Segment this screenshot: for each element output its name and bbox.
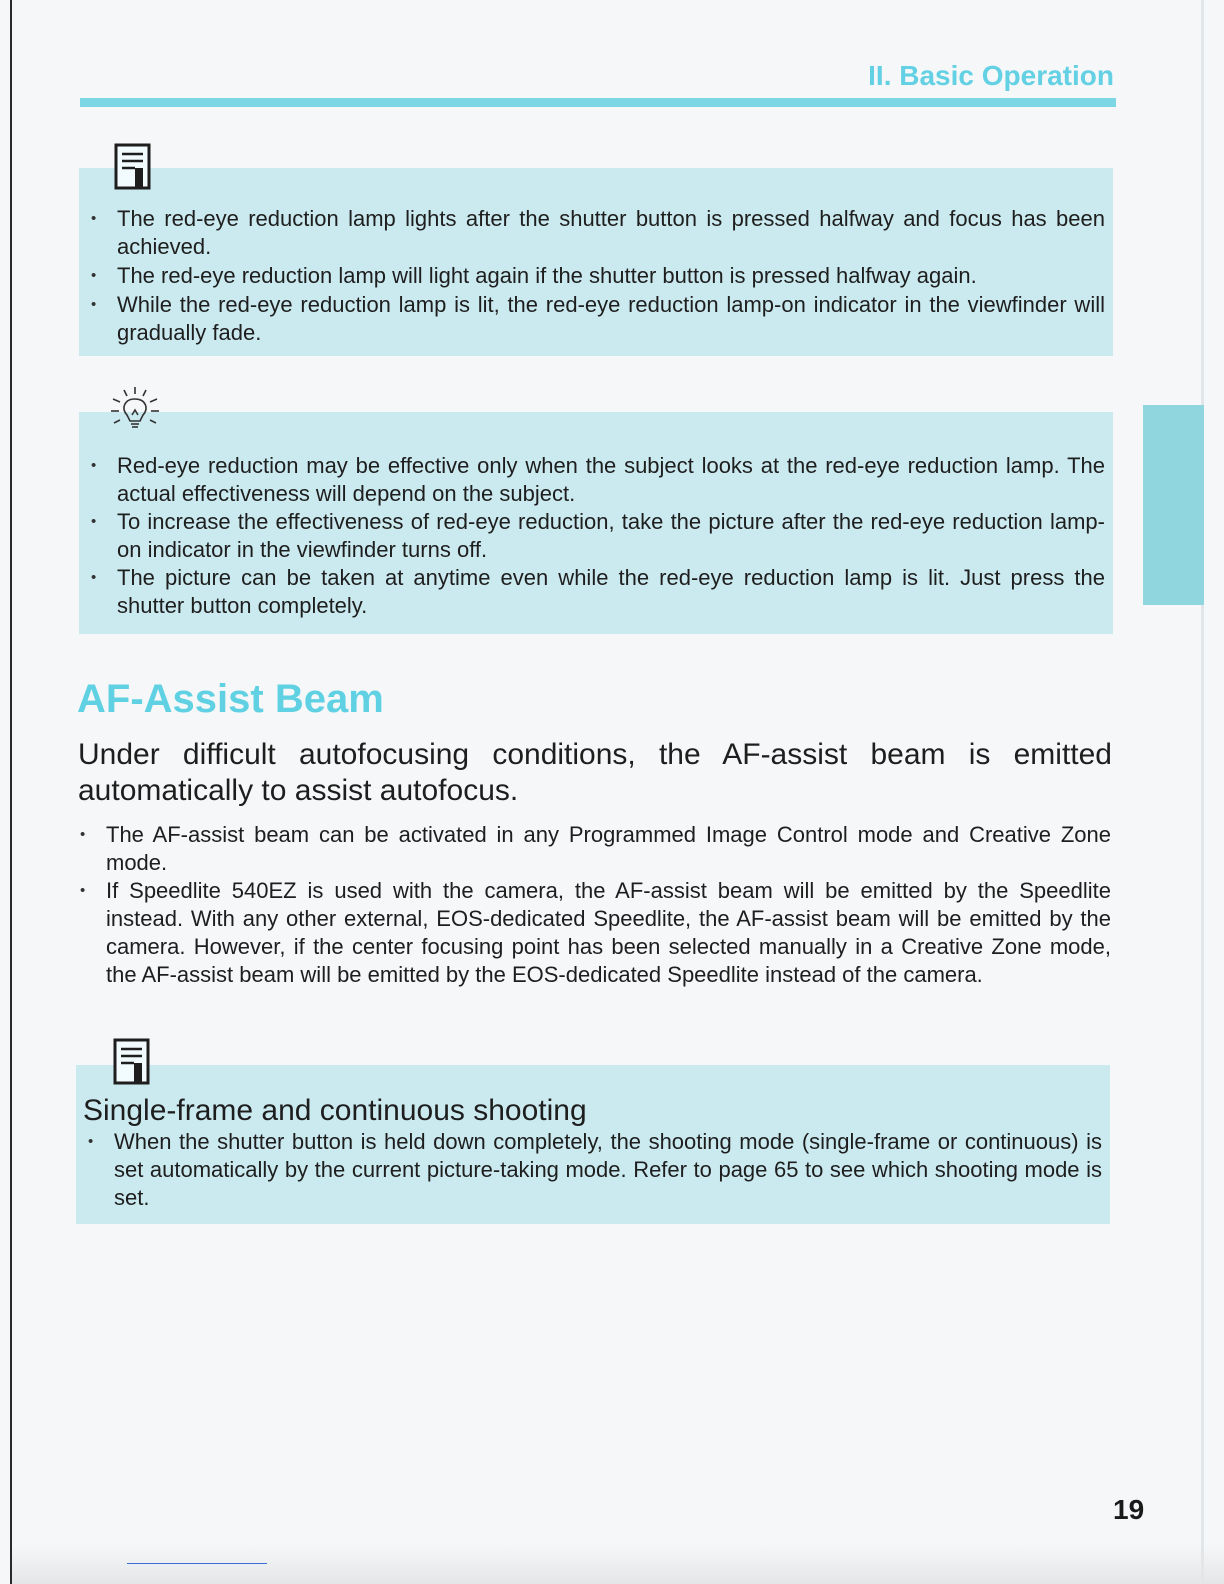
note-list xyxy=(114,1128,1102,1212)
tip-box-red-eye-effectiveness xyxy=(79,412,1113,634)
note-list xyxy=(117,205,1105,347)
note-memo-icon xyxy=(112,1037,152,1092)
list-item: • To increase the effectiveness of red-eye reduction, take the picture after the red-eye reduction lamp-on indicator in the viewfinder turns off. xyxy=(117,508,1105,564)
page-edge-right xyxy=(1201,0,1204,1584)
note-memo-icon xyxy=(113,142,153,197)
header-rule xyxy=(80,98,1116,107)
list-item: • The red-eye reduction lamp will light again if the shutter button is pressed halfway again. xyxy=(117,262,1105,290)
list-item: • The red-eye reduction lamp lights after the shutter button is pressed halfway and focus has been achieved. xyxy=(117,205,1105,261)
list-item: • Red-eye reduction may be effective only when the subject looks at the red-eye reduction lamp. The actual effectiveness will depend on the subject. xyxy=(117,452,1105,508)
page-edge-left xyxy=(10,0,12,1584)
af-assist-list xyxy=(106,821,1111,989)
note-box-shooting-mode xyxy=(76,1065,1110,1224)
section-lead-text: Under difficult autofocusing conditions, the AF-assist beam is emitted automatically to assist autofocus. xyxy=(78,738,1112,807)
tip-list xyxy=(117,452,1105,620)
bottom-edge-line xyxy=(127,1563,267,1564)
chapter-side-tab xyxy=(1143,405,1204,605)
list-item: • If Speedlite 540EZ is used with the camera, the AF-assist beam will be emitted by the Speedlite instead. With any other external, EOS-dedicated Speedlite, the AF-assist beam will be emitted by the camera. However, if the center focusing point has been selected manually in a Creative Zone mode, the AF-assist beam will be emitted by the EOS-dedicated Speedlite instead of the camera. xyxy=(106,877,1111,989)
list-item: • When the shutter button is held down completely, the shooting mode (single-frame or continuous) is set automatically by the current picture-taking mode. Refer to page 65 to see which shooting mode is set. xyxy=(114,1128,1102,1212)
section-title-af-assist-beam: AF-Assist Beam xyxy=(77,677,384,721)
list-item: • The picture can be taken at anytime even while the red-eye reduction lamp is lit. Just press the shutter button completely. xyxy=(117,564,1105,620)
section-header-title: II. Basic Operation xyxy=(868,60,1114,91)
page-bottom-shade xyxy=(12,1544,1224,1584)
note-subtitle: Single-frame and continuous shooting xyxy=(83,1094,587,1127)
lightbulb-tip-icon xyxy=(107,385,163,442)
list-item: • The AF-assist beam can be activated in any Programmed Image Control mode and Creative Zone mode. xyxy=(106,821,1111,877)
list-item: • While the red-eye reduction lamp is lit, the red-eye reduction lamp-on indicator in the viewfinder will gradually fade. xyxy=(117,291,1105,347)
note-box-red-eye-lamp xyxy=(79,168,1113,356)
page-number: 19 xyxy=(1113,1494,1145,1525)
